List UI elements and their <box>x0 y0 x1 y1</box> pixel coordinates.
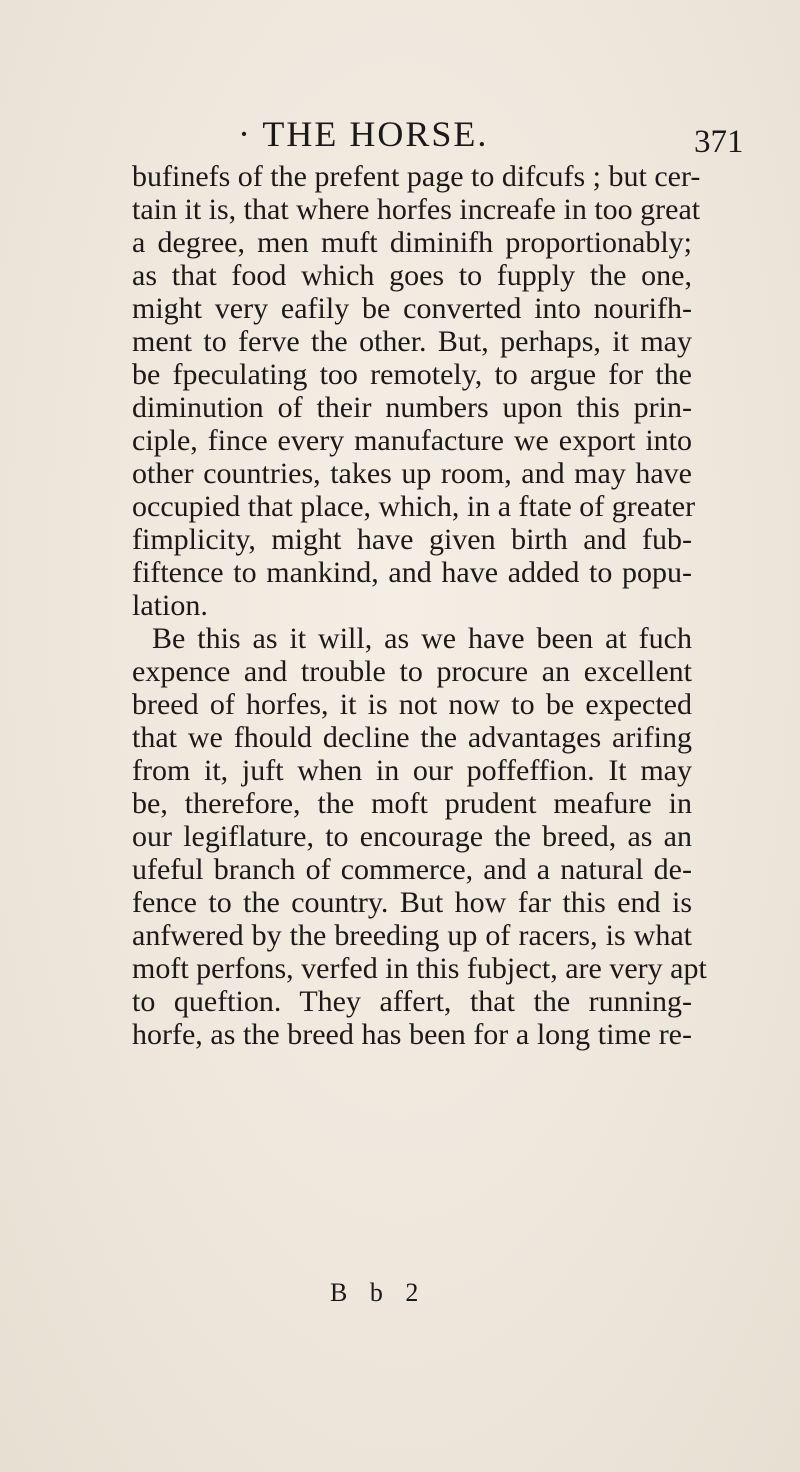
running-head <box>0 96 800 160</box>
text-line: bufinefs of the prefent page to difcufs ; but cer- <box>132 160 701 193</box>
text-line: horfe, as the breed has been for a long time re- <box>132 1018 692 1051</box>
text-line: as that food which goes to fupply the one, <box>132 259 692 292</box>
text-line: tain it is, that where horfes increafe in too great <box>132 193 701 226</box>
text-line: our legiflature, to encourage the breed, as an <box>132 820 692 853</box>
body-text <box>132 160 707 1051</box>
text-line: breed of horfes, it is not now to be expected <box>132 688 692 721</box>
text-line: moft perfons, verfed in this fubject, are very apt <box>132 952 707 985</box>
text-line: fence to the country. But how far this end is <box>132 886 692 919</box>
text-line: expence and trouble to procure an excellent <box>132 655 692 688</box>
page-number: 371 <box>694 124 744 160</box>
signature-mark: B b 2 <box>330 1278 427 1307</box>
text-line: to queftion. They affert, that the running- <box>132 985 692 1018</box>
text-line: a degree, men muft diminifh proportionably; <box>132 226 692 259</box>
running-title: · THE HORSE. <box>238 114 489 154</box>
paragraph-start-line: Be this as it will, as we have been at fuch <box>152 622 692 655</box>
text-line: anfwered by the breeding up of racers, is what <box>132 919 692 952</box>
text-line: fimplicity, might have given birth and fub- <box>132 523 692 556</box>
text-line: fiftence to mankind, and have added to popu- <box>132 556 692 589</box>
text-line: occupied that place, which, in a ftate of greater <box>132 490 696 523</box>
text-line: from it, juft when in our poffeffion. It may <box>132 754 692 787</box>
text-line: diminution of their numbers upon this prin- <box>132 391 692 424</box>
text-line: be fpeculating too remotely, to argue for the <box>132 358 692 391</box>
text-line: ment to ferve the other. But, perhaps, it may <box>132 325 692 358</box>
text-line: ciple, fince every manufacture we export into <box>132 424 692 457</box>
text-line: might very eafily be converted into nourifh- <box>132 292 692 325</box>
text-line: ufeful branch of commerce, and a natural de- <box>132 853 692 886</box>
text-line: that we fhould decline the advantages arifing <box>132 721 692 754</box>
text-line: lation. <box>132 589 208 622</box>
text-line: be, therefore, the moft prudent meafure in <box>132 787 692 820</box>
text-line: other countries, takes up room, and may have <box>132 457 692 490</box>
